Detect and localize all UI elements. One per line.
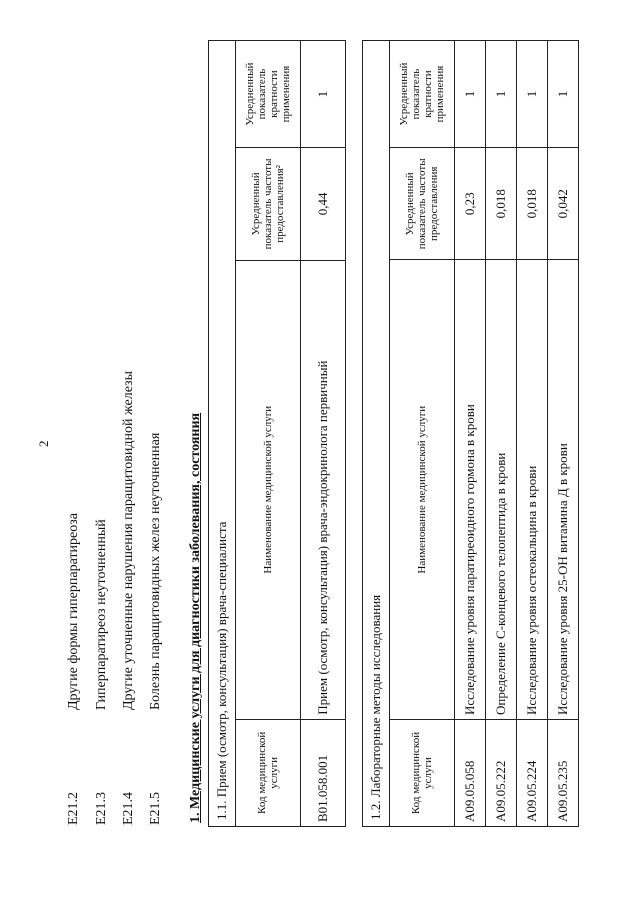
table-2-row-3-name: Исследование уровня остеокальцина в крови	[517, 260, 548, 719]
icd-code-3: E21.4	[121, 791, 136, 825]
table-1-header-name: Наименование медицинской услуги	[236, 260, 301, 719]
icd-name-1: Другие формы гиперпаратиреоза	[66, 512, 81, 710]
table-2-row-1-multiplicity: 1	[455, 41, 486, 148]
table-2-header-code: Код медицинской услуги	[390, 719, 455, 826]
table-2-header-frequency: Усредненный показатель частоты предоставления	[390, 148, 455, 260]
table-1-row-multiplicity: 1	[301, 41, 346, 148]
table-2-row-1-name: Исследование уровня паратиреоидного гормона в крови	[455, 260, 486, 719]
table-2-caption: 1.2. Лабораторные методы исследования	[363, 41, 390, 827]
table-1-header-code: Код медицинской услуги	[236, 719, 301, 826]
table-1-row-name: Прием (осмотр, консультация) врача-эндокринолога первичный	[301, 260, 346, 719]
icd-code-4: E21.5	[148, 791, 163, 825]
table-2-row-2-multiplicity: 1	[486, 41, 517, 148]
table-2-row-3-multiplicity: 1	[517, 41, 548, 148]
icd-name-2: Гиперпаратиреоз неуточненный	[94, 519, 109, 710]
section-title: 1. Медицинские услуги для диагностики заболевания, состояния	[188, 412, 203, 823]
table-1-header-multiplicity: Усредненный показатель кратности применения	[236, 41, 301, 148]
table-2-header-name: Наименование медицинской услуги	[390, 260, 455, 719]
table-2-row-1-frequency: 0,23	[455, 148, 486, 260]
table-row	[517, 41, 548, 827]
icd-name-3: Другие уточненные нарушения паращитовидной железы	[121, 370, 136, 710]
table-2-row-4-code: A09.05.235	[548, 719, 579, 826]
table-2-row-2-frequency: 0,018	[486, 148, 517, 260]
table-1-row-code: B01.058.001	[301, 719, 346, 826]
table-1-caption: 1.1. Прием (осмотр, консультация) врача-специалиста	[209, 41, 236, 827]
page-number: 2	[36, 440, 51, 447]
consultation-table	[208, 40, 346, 827]
table-row	[455, 41, 486, 827]
icd-code-1: E21.2	[66, 791, 81, 825]
table-row	[486, 41, 517, 827]
table-2-row-4-name: Исследование уровня 25-ОН витамина Д в крови	[548, 260, 579, 719]
table-2-row-3-code: A09.05.224	[517, 719, 548, 826]
icd-code-2: E21.3	[94, 791, 109, 825]
lab-methods-table	[362, 40, 579, 827]
table-2-row-2-name: Определение С-концевого телопептида в крови	[486, 260, 517, 719]
table-1-row-frequency: 0,44	[301, 148, 346, 261]
table-2-row-4-multiplicity: 1	[548, 41, 579, 148]
table-2-row-3-frequency: 0,018	[517, 148, 548, 260]
table-2-row-4-frequency: 0,042	[548, 148, 579, 260]
table-row	[548, 41, 579, 827]
icd-name-4: Болезнь паращитовидных желез неуточненная	[148, 432, 163, 710]
table-2-row-1-code: A09.05.058	[455, 719, 486, 826]
table-1-header-frequency: Усредненный показатель частоты предоставления²	[236, 148, 301, 261]
table-2-header-multiplicity: Усредненный показатель кратности применения	[390, 41, 455, 148]
table-2-row-2-code: A09.05.222	[486, 719, 517, 826]
table-row	[301, 41, 346, 827]
